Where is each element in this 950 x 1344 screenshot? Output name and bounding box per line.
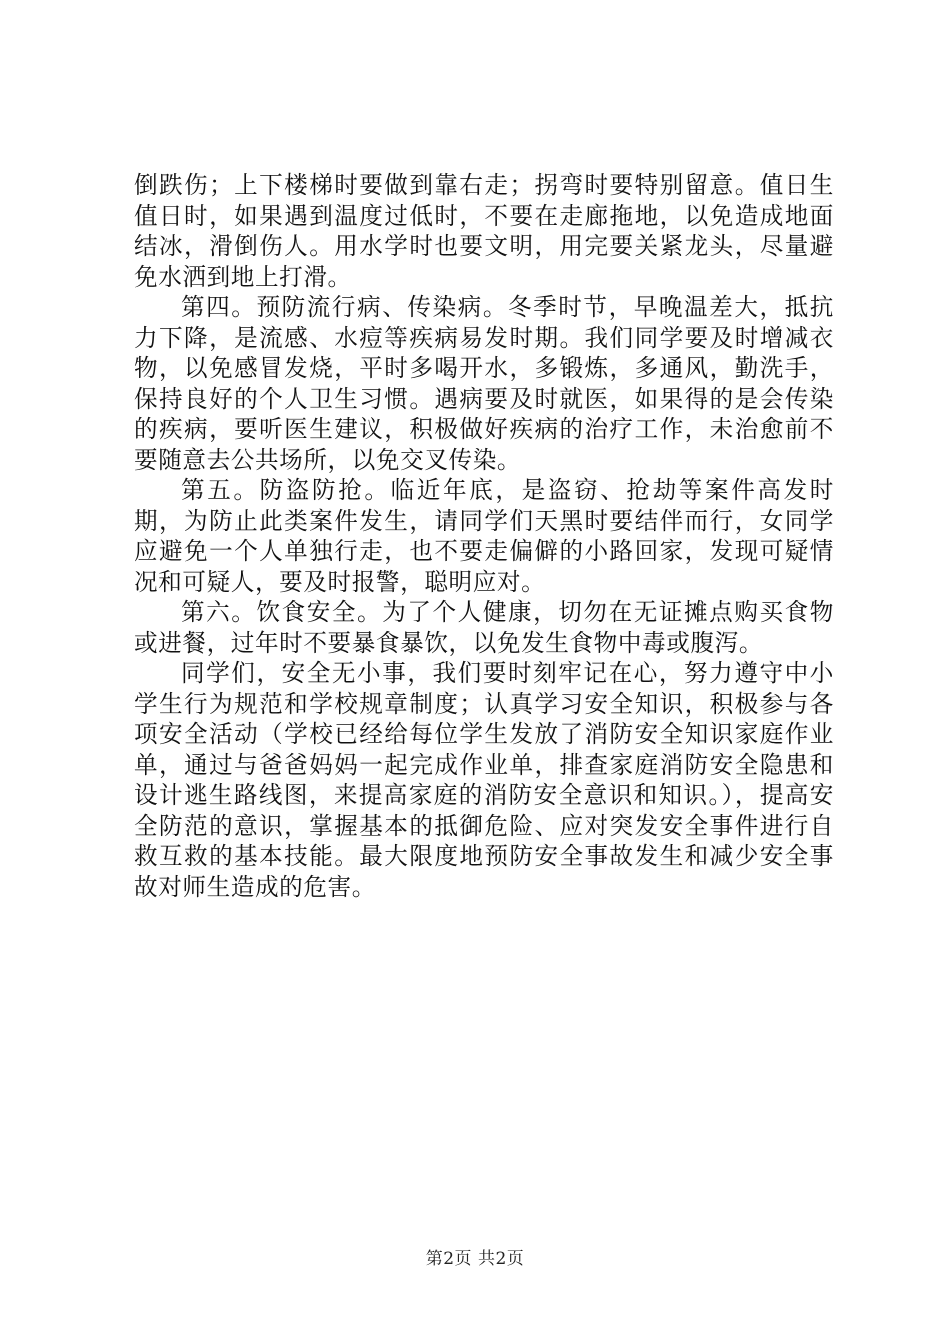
paragraph-section-four: 第四。预防流行病、传染病。冬季时节，早晚温差大，抵抗力下降，是流感、水痘等疾病易发时期。我们同学要及时增减衣物，以免感冒发烧，平时多喝开水，多锻炼，多通风，勤洗手，保持良好的个人卫生习惯。遇病要及时就医，如果得的是会传染的疾病，要听医生建议，积极做好疾病的治疗工作，未治愈前不要随意去公共场所，以免交叉传染。 <box>134 293 834 474</box>
paragraph-closing: 同学们，安全无小事，我们要时刻牢记在心，努力遵守中小学生行为规范和学校规章制度；认真学习安全知识，积极参与各项安全活动（学校已经给每位学生发放了消防安全知识家庭作业单，通过与爸爸妈妈一起完成作业单，排查家庭消防安全隐患和设计逃生路线图，来提高家庭的消防安全意识和知识。），提高安全防范的意识，掌握基本的抵御危险、应对突发安全事件进行自救互救的基本技能。最大限度地预防安全事故发生和减少安全事故对师生造成的危害。 <box>134 659 834 901</box>
document-body <box>134 170 834 902</box>
paragraph-section-six: 第六。饮食安全。为了个人健康，切勿在无证摊点购买食物或进餐，过年时不要暴食暴饮，以免发生食物中毒或腹泻。 <box>134 598 834 657</box>
paragraph-section-five: 第五。防盗防抢。临近年底，是盗窃、抢劫等案件高发时期，为防止此类案件发生，请同学们天黑时要结伴而行，女同学应避免一个人单独行走，也不要走偏僻的小路回家，发现可疑情况和可疑人，要及时报警，聪明应对。 <box>134 476 834 596</box>
page-number-footer: 第2页 共2页 <box>425 1249 525 1269</box>
paragraph-continuation: 倒跌伤；上下楼梯时要做到靠右走；拐弯时要特别留意。值日生值日时，如果遇到温度过低时，不要在走廊拖地，以免造成地面结冰，滑倒伤人。用水学时也要文明，用完要关紧龙头，尽量避免水洒到地上打滑。 <box>134 171 834 291</box>
